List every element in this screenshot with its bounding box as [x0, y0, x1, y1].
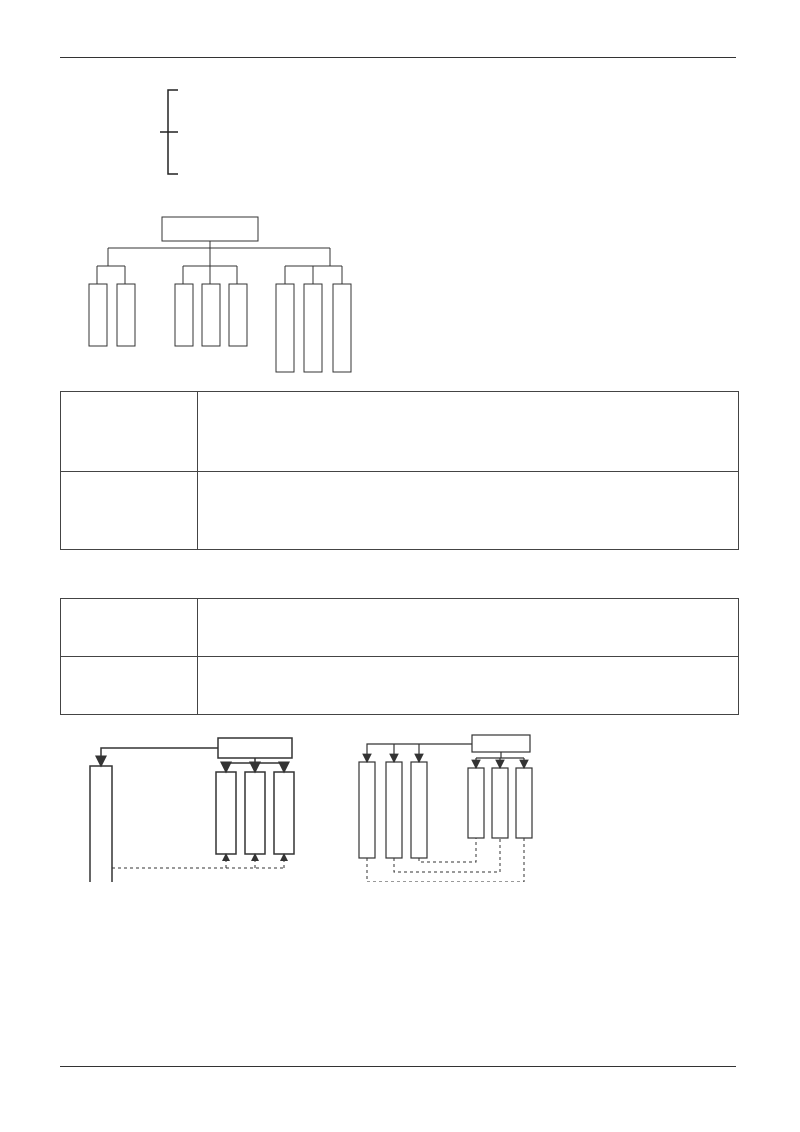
header-divider — [60, 57, 736, 58]
entrust-one-cell — [198, 599, 739, 657]
table-row — [61, 472, 739, 550]
entrust-one-label — [61, 599, 198, 657]
pros-cons-table — [60, 391, 739, 550]
entrust-many-label — [61, 657, 198, 715]
table-row — [61, 657, 739, 715]
table-row — [61, 392, 739, 472]
diagram-multi-supervisor — [352, 732, 552, 882]
org-chart — [80, 212, 380, 382]
table-row — [61, 599, 739, 657]
cons-cell — [198, 472, 739, 550]
org-top-box — [162, 217, 258, 241]
cons-label — [61, 472, 198, 550]
diagram-one-supervisor — [80, 732, 320, 882]
bracket-shape — [160, 84, 190, 184]
entrust-many-cell — [198, 657, 739, 715]
pros-cell — [198, 392, 739, 472]
pros-label — [61, 392, 198, 472]
footer-divider — [60, 1066, 736, 1067]
entrust-table — [60, 598, 739, 715]
